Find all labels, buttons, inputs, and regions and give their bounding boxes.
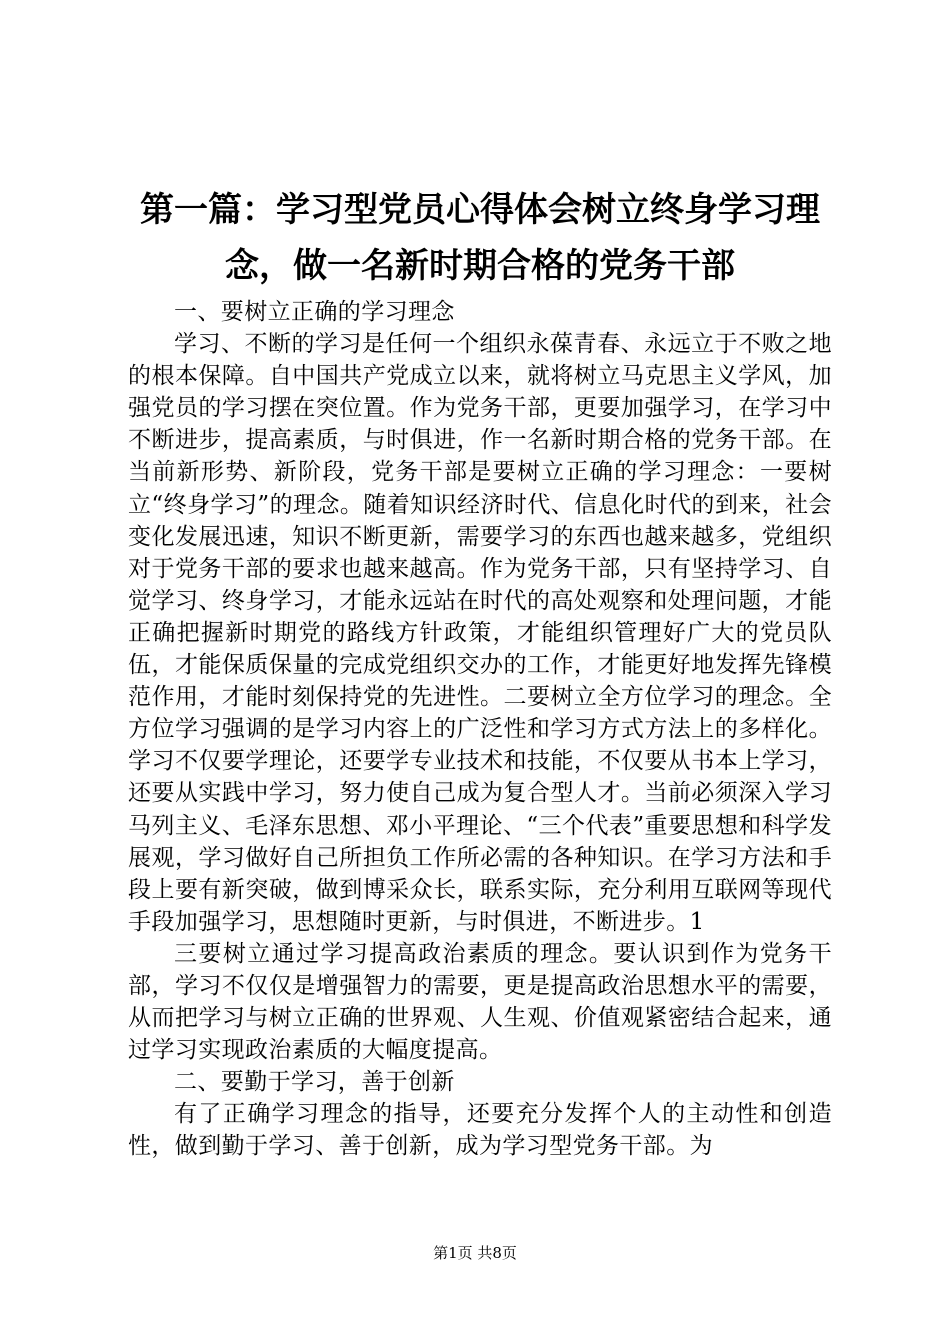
- page-footer: 第1页 共8页: [433, 1244, 517, 1262]
- document-body: [128, 296, 832, 1163]
- section-heading-2: 二、要勤于学习，善于创新: [174, 1069, 455, 1096]
- document-title: 第一篇：学习型党员心得体会树立终身学习理念，做一名新时期合格的党务干部: [140, 190, 820, 286]
- body-paragraph-2: 三要树立通过学习提高政治素质的理念。要认识到作为党务干部，学习不仅仅是增强智力的需要，更是提高政治思想水平的需要，从而把学习与树立正确的世界观、人生观、价值观紧密结合起来，通过学习实现政治素质的大幅度提高。: [128, 940, 832, 1064]
- body-paragraph-1: 学习、不断的学习是任何一个组织永葆青春、永远立于不败之地的根本保障。自中国共产党成立以来，就将树立马克思主义学风，加强党员的学习摆在突位置。作为党务干部，更要加强学习，在学习中不断进步，提高素质，与时俱进，作一名新时期合格的党务干部。在当前新形势、新阶段，党务干部是要树立正确的学习理念：一要树立“终身学习”的理念。随着知识经济时代、信息化时代的到来，社会变化发展迅速，知识不断更新，需要学习的东西也越来越多，党组织对于党务干部的要求也越来越高。作为党务干部，只有坚持学习、自觉学习、终身学习，才能永远站在时代的高处观察和处理问题，才能正确把握新时期党的路线方针政策，才能组织管理好广大的党员队伍，才能保质保量的完成党组织交办的工作，才能更好地发挥先锋模范作用，才能时刻保持党的先进性。二要树立全方位学习的理念。全方位学习强调的是学习内容上的广泛性和学习方式方法上的多样化。学习不仅要学理论，还要学专业技术和技能，不仅要从书本上学习，还要从实践中学习，努力使自己成为复合型人才。当前必须深入学习马列主义、毛泽东思想、邓小平理论、“三个代表”重要思想和科学发展观，学习做好自己所担负工作所必需的各种知识。在学习方法和手段上要有新突破，做到博采众长，联系实际，充分利用互联网等现代手段加强学习，思想随时更新，与时俱进，不断进步。1: [128, 331, 832, 935]
- section-heading-1: 一、要树立正确的学习理念: [174, 299, 455, 325]
- body-paragraph-3: 有了正确学习理念的指导，还要充分发挥个人的主动性和创造性，做到勤于学习、善于创新，成为学习型党务干部。为: [128, 1101, 832, 1160]
